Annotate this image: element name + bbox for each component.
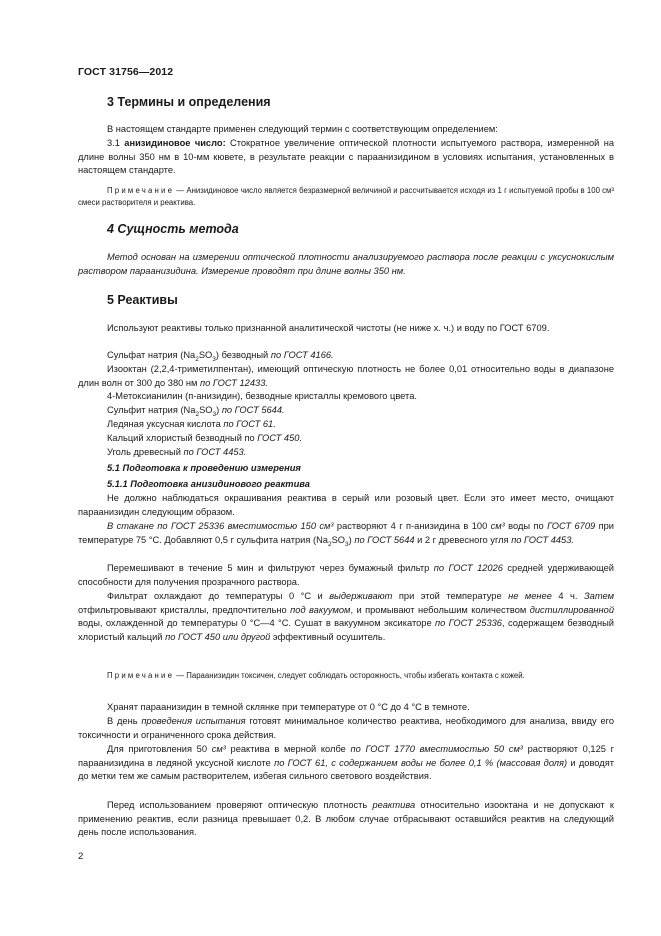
- term-number: 3.1: [107, 138, 125, 148]
- reagent-preparation: Для приготовления 50 см³ реактива в мерной колбе по ГОСТ 1770 вместимостью 50 см³ растворяют 0,125 г параанизидина в ледяной уксусной кислоте по ГОСТ 61, с содержанием воды не более 0,1 % (массовая доля) и доводят до метки тем же самым растворителем, избегая сильного светового воздействия.: [78, 744, 615, 781]
- purification-intro: Не должно наблюдаться окрашивания реактива в серый или розовый цвет. Если это имеет место, очищают параанизидин следующим образом.: [78, 493, 614, 517]
- subsection-5-1-1-title: 5.1.1 Подготовка анизидинового реактива: [107, 479, 310, 489]
- reagent-calcium-chloride: Кальций хлористый безводный по ГОСТ 450.: [107, 433, 303, 443]
- storage-text: Хранят параанизидин в темной склянке при температуре от 0 °С до 4 °С в темноте.: [107, 702, 470, 712]
- reagent-sodium-sulfate: Сульфат натрия $(Na_2SO_3)$ безводный по ГОСТ 4166.: [107, 350, 334, 363]
- subsection-5-1-title: 5.1 Подготовка к проведению измерения: [107, 463, 301, 473]
- reagent-charcoal: Уголь древесный по ГОСТ 4453.: [107, 447, 247, 457]
- note-2-label: Примечание: [107, 671, 175, 680]
- note-1-text: — Анизидиновое число является безразмерной величиной и рассчитывается исходя из 1 г испытуемой пробы в 100 см³ смеси растворителя и реактива.: [78, 186, 614, 207]
- section-4-title: 4 Сущность метода: [107, 222, 239, 236]
- note-1: [78, 185, 614, 209]
- daily-preparation: В день проведения испытания готовят минимальное количество реактива, необходимого для анализа, ввиду его токсичности и ограниченного срока действия.: [78, 716, 614, 740]
- reagent-sodium-sulfite: Сульфит натрия $(Na_2SO_3)$ по ГОСТ 5644.: [107, 405, 285, 418]
- term-text: Стократное увеличение оптической плотности испытуемого раствора, измеренной на длине волны 350 нм в 10-мм кювете, в результате реакции с параанизидином в условиях испытания, установленных в настоящем стандарте.: [78, 138, 614, 175]
- section-3-title: 3 Термины и определения: [107, 95, 271, 109]
- purification-step-1: В стакане по ГОСТ 25336 вместимостью 150 см³ растворяют 4 г п-анизидина в 100 см³ воды по ГОСТ 6709 при температуре 75 °С. Добавляют 0,5 г сульфита натрия $(Na_2SO_3)$ по ГОСТ 5644 и 2 г древесного угля по ГОСТ 4453.: [78, 521, 614, 548]
- reagent-anisidine: 4-Метоксианилин (п-анизидин), безводные кристаллы кремового цвета.: [107, 391, 417, 401]
- term-definition: [78, 137, 614, 178]
- section-4-text: Метод основан на измерении оптической плотности анализируемого раствора после реакции с уксуснокислым раствором параанизидина. Измерение проводят при длине волны 350 нм.: [78, 252, 614, 276]
- reagent-isooctane: Изооктан (2,2,4-триметилпентан), имеющий оптическую плотность не более 0,01 относительно воды в диапазоне длин волн от 300 до 380 нм по ГОСТ 12433.: [78, 364, 614, 388]
- section-5-title: 5 Реактивы: [107, 293, 178, 307]
- reagent-acetic-acid: Ледяная уксусная кислота по ГОСТ 61.: [107, 419, 276, 429]
- reagent-check: Перед использованием проверяют оптическую плотность реактива относительно изооктана и не допускают к применению реактив, если разница превышает 0,2. В любом случае отбрасывают оставшийся реактив на следующий день после использования.: [78, 800, 614, 837]
- note-2: [78, 670, 614, 682]
- section-3-intro: В настоящем стандарте применен следующий термин с соответствующим определением:: [107, 124, 498, 134]
- page-number: 2: [78, 851, 84, 862]
- note-2-text: — Параанизидин токсичен, следует соблюдать осторожность, чтобы избегать контакта с кожей.: [174, 671, 525, 680]
- document-header: ГОСТ 31756—2012: [78, 66, 174, 78]
- term-name: анизидиновое число:: [124, 138, 226, 148]
- purification-step-2: Перемешивают в течение 5 мин и фильтруют через бумажный фильтр по ГОСТ 12026 средней удерживающей способности для получения прозрачного раствора.: [78, 563, 614, 587]
- purification-step-3: Фильтрат охлаждают до температуры 0 °С и выдерживают при этой температуре не менее 4 ч. Затем отфильтровывают кристаллы, предпочтительно под вакуумом, и промывают небольшим количеством дистиллированной воды, охлажденной до температуры 0 °С—4 °С. Сушат в вакуумном эксикаторе по ГОСТ 25336, содержащем безводный хлористый кальций по ГОСТ 450 или другой эффективный осушитель.: [78, 591, 614, 642]
- note-1-label: Примечание: [107, 186, 175, 195]
- reagents-intro: Используют реактивы только признанной аналитической чистоты (не ниже х. ч.) и воду по ГОСТ 6709.: [107, 323, 550, 333]
